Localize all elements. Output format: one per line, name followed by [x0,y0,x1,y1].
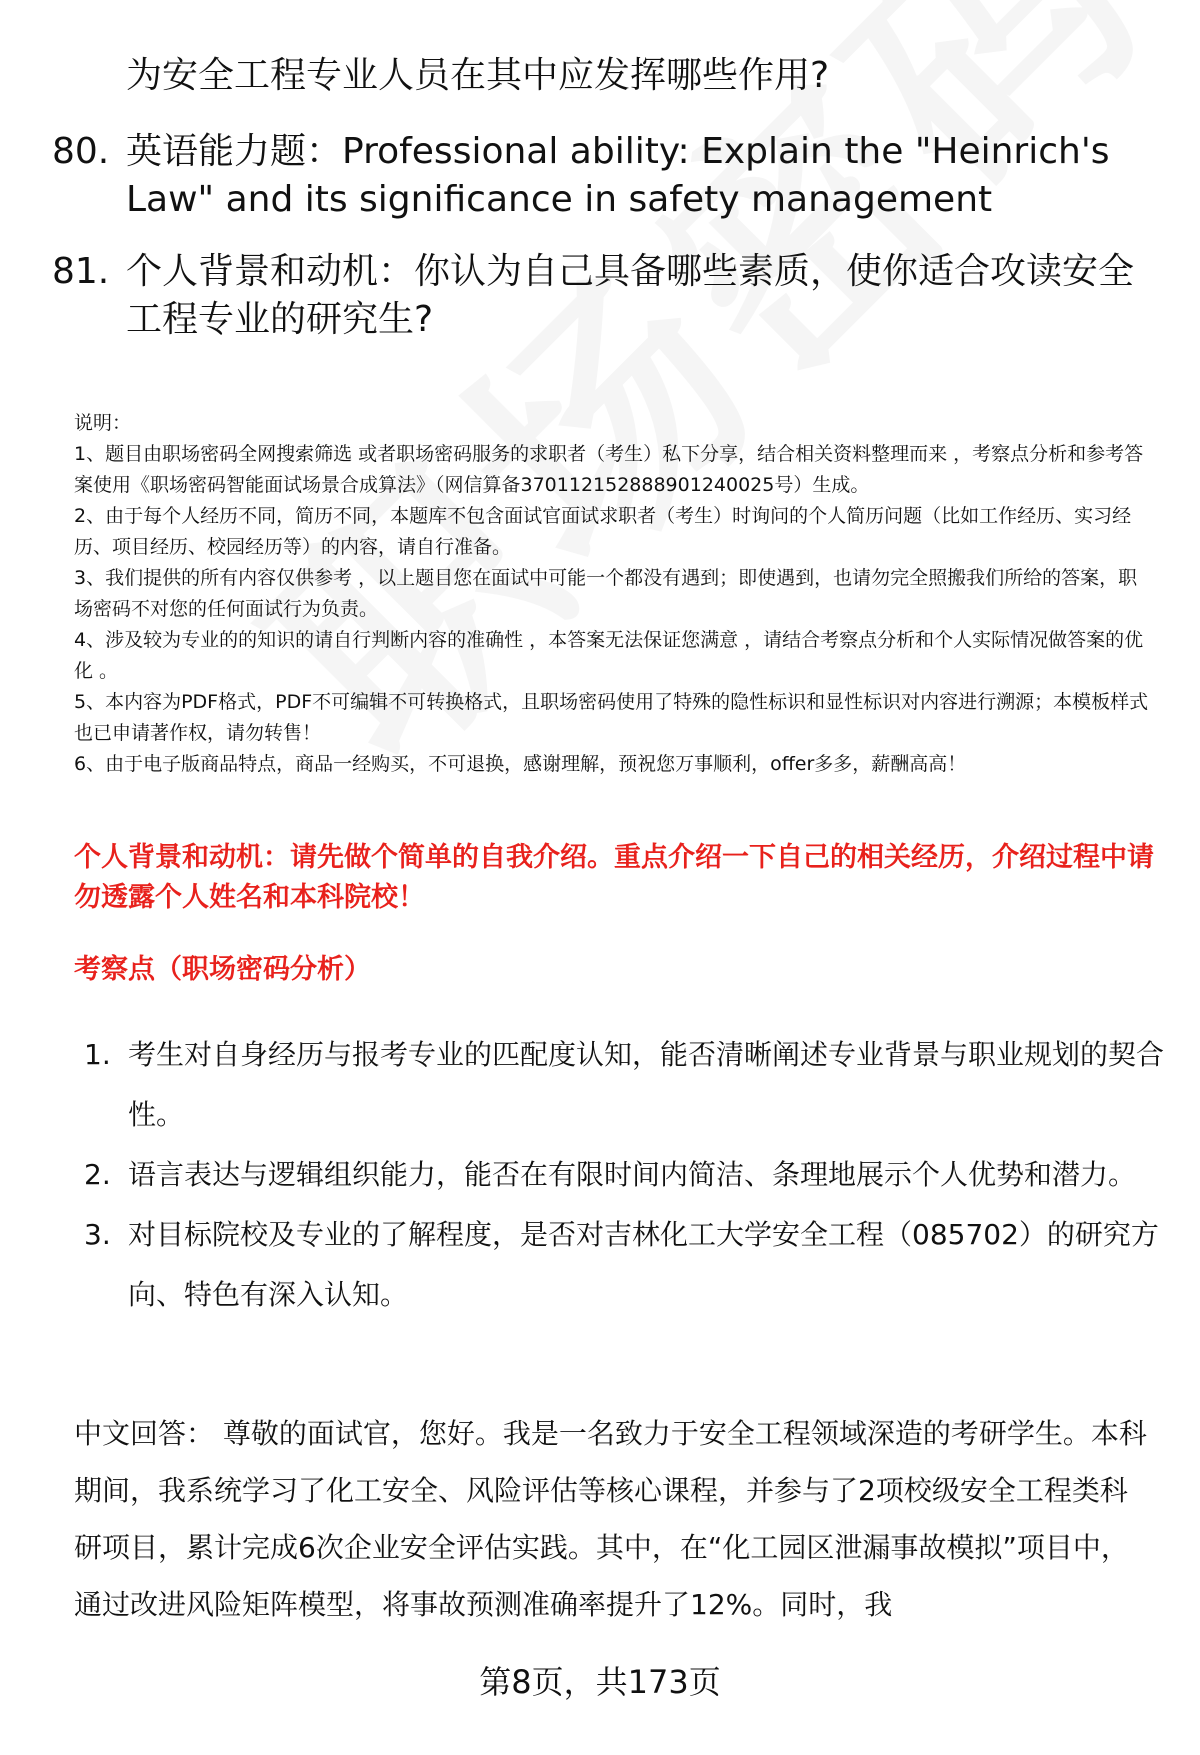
answer-text: 中文回答： 尊敬的面试官，您好。我是一名致力于安全工程领域深造的考研学生。本科期间，我系统学习了化工安全、风险评估等核心课程，并参与了2项校级安全工程类科研项目，累计完成6次企业安全评估实践。其中，在“化工园区泄漏事故模拟”项目中，通过改进风险矩阵模型，将事故预测准确率提升了12%。同时，我 [74,1417,1147,1621]
point-text: 考生对自身经历与报考专业的匹配度认知，能否清晰阐述专业背景与职业规划的契合性。 [128,1038,1165,1131]
point-text: 语言表达与逻辑组织能力，能否在有限时间内简洁、条理地展示个人优势和潜力。 [128,1158,1137,1191]
note-item: 5、本内容为PDF格式，PDF不可编辑不可转换格式，且职场密码使用了特殊的隐性标识和显性标识对内容进行溯源；本模板样式也已申请著作权，请勿转售！ [74,691,1149,744]
note-item: 3、我们提供的所有内容仅供参考 ，以上题目您在面试中可能一个都没有遇到；即使遇到，也请勿完全照搬我们所给的答案，职场密码不对您的任何面试行为负责。 [74,567,1138,620]
note-item: 2、由于每个人经历不同，简历不同，本题库不包含面试官面试求职者（考生）时询问的个人简历问题（比如工作经历、实习经历、项目经历、校园经历等）的内容，请自行准备。 [74,505,1132,558]
note-item: 4、涉及较为专业的的知识的请自行判断内容的准确性 ，本答案无法保证您满意 ，请结合考察点分析和个人实际情况做答案的优化 。 [74,629,1144,682]
point-item [84,1205,1164,1325]
question-text: 个人背景和动机：你认为自己具备哪些素质，使你适合攻读安全工程专业的研究生? [126,251,1135,340]
points-list [84,1025,1164,1325]
question-number: 80. [52,131,110,172]
question-text: 英语能力题：Professional ability: Explain the "Heinrich's Law" and its significance in safety management [126,131,1110,220]
point-number: 2. [84,1158,111,1191]
point-text: 对目标院校及专业的了解程度，是否对吉林化工大学安全工程（085702）的研究方向、特色有深入认知。 [128,1218,1159,1311]
question-number: 81. [52,251,110,292]
question-heading: 个人背景和动机：请先做个简单的自我介绍。重点介绍一下自己的相关经历，介绍过程中请勿透露个人姓名和本科院校！ [74,842,1154,913]
notes-block [74,408,1154,780]
points-heading: 考察点（职场密码分析） [74,954,371,985]
note-item: 1、题目由职场密码全网搜索筛选 或者职场密码服务的求职者（考生）私下分享，结合相关资料整理而来 ，考察点分析和参考答案使用《职场密码智能面试场景合成算法》（网信算备370112152888901240025号）生成。 [74,443,1144,496]
note-item: 6、由于电子版商品特点，商品一经购买，不可退换，感谢理解，预祝您万事顺利，offer多多，薪酬高高！ [74,753,967,775]
notes-title: 说明： [74,412,132,434]
point-item [84,1025,1164,1145]
page-footer: 第8页，共173页 [479,1663,721,1701]
question-continuation: 为安全工程专业人员在其中应发挥哪些作用? [126,55,830,96]
point-number: 3. [84,1218,111,1251]
point-item [84,1145,1164,1205]
point-number: 1. [84,1038,111,1071]
